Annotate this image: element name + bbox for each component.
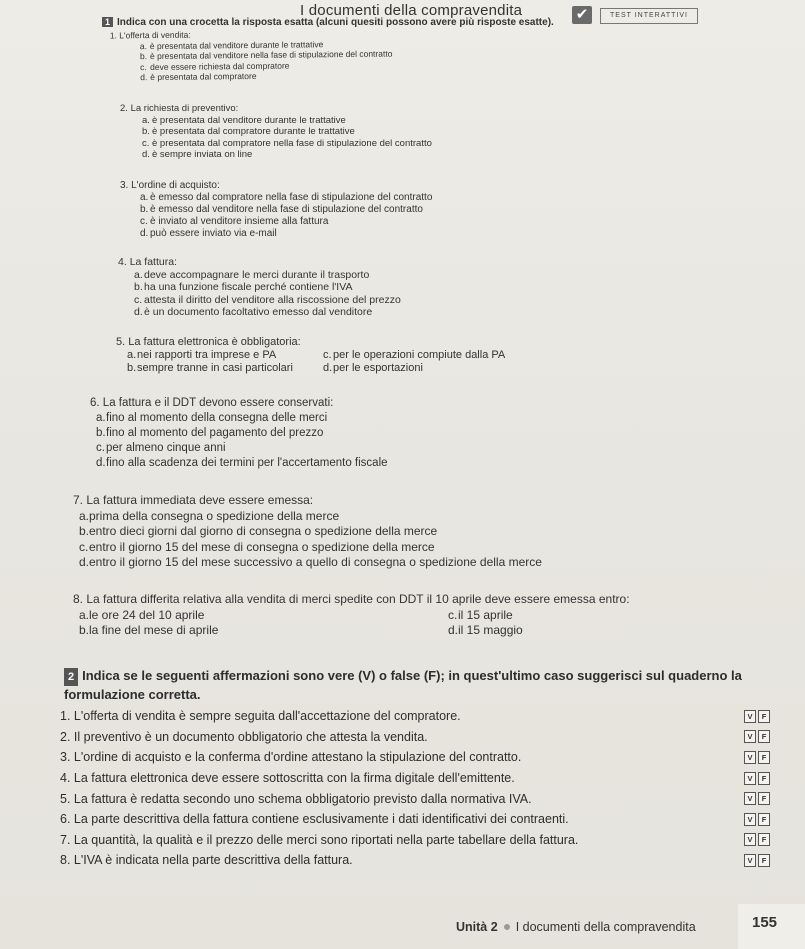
interactive-test-label: TEST INTERATTIVI [600, 8, 698, 24]
question-number: 5. [116, 336, 126, 348]
option-b[interactable]: b. è presentata dal venditore nella fase di stipulazione del contratto [139, 48, 393, 62]
true-checkbox[interactable]: V [744, 854, 756, 867]
question-number: 4. [118, 256, 127, 268]
question-stem: La richiesta di preventivo: [130, 103, 239, 114]
false-checkbox[interactable]: F [758, 710, 770, 723]
option-d[interactable]: d.entro il giorno 15 del mese successivo a quello di consegna o spedizione della merce [79, 555, 542, 569]
false-checkbox[interactable]: F [758, 772, 770, 785]
true-false-list [60, 706, 780, 871]
option-c[interactable]: c. deve essere richiesta dal compratore [140, 60, 290, 72]
option-c[interactable]: c. attesta il diritto del venditore alla riscossione del prezzo [134, 293, 401, 306]
false-checkbox[interactable]: F [758, 854, 770, 867]
chapter-title: I documenti della compravendita [515, 920, 696, 934]
option-d[interactable]: d.è un documento facoltativo emesso dal venditore [134, 306, 373, 318]
true-checkbox[interactable]: V [744, 792, 756, 805]
option-a[interactable]: a.prima della consegna o spedizione della merce [79, 508, 340, 523]
option-a[interactable]: a.fino al momento della consegna delle merci [96, 412, 328, 424]
section2-instruction-text: Indica se le seguenti affermazioni sono vere (V) o false (F); in quest'ultimo caso suggerisci sul quaderno la formulazione corretta. [64, 668, 742, 702]
option-d[interactable]: d.fino alla scadenza dei termini per l'accertamento fiscale [96, 457, 388, 469]
option-c[interactable]: c.per le operazioni compiute dalla PA [323, 349, 506, 361]
question-stem: La fattura e il DDT devono essere conservati: [102, 397, 334, 409]
true-checkbox[interactable]: V [744, 751, 756, 764]
option-d[interactable]: d. è sempre inviata on line [142, 149, 253, 160]
question-4 [118, 256, 401, 319]
section1-badge: 1 [102, 17, 113, 27]
question-number: 8. [73, 592, 84, 606]
question-2 [120, 103, 432, 161]
option-d[interactable]: d.il 15 maggio [448, 623, 523, 637]
option-a[interactable]: a. è emesso dal compratore nella fase di stipulazione del contratto [140, 192, 433, 203]
question-5 [116, 336, 508, 375]
option-c[interactable]: c.entro il giorno 15 del mese di consegna o spedizione della merce [79, 539, 435, 554]
question-7 [73, 493, 542, 571]
option-d[interactable]: d. è presentata dal compratore [140, 70, 257, 83]
header-title: I documenti della compravendita [300, 2, 523, 19]
question-stem: La fattura differita relativa alla vendita di merci spedite con DDT il 10 aprile deve essere emessa entro: [86, 592, 630, 606]
option-a[interactable]: a. è presentata dal venditore durante le trattative [139, 38, 324, 51]
question-6 [90, 396, 388, 471]
question-1 [110, 28, 393, 83]
statement-3: 3. L'ordine di acquisto e la conferma d'ordine attestano la stipulazione del contratto. V F [60, 747, 780, 768]
option-a[interactable]: a.deve accompagnare le merci durante il trasporto [134, 268, 370, 281]
statement-1: 1. L'offerta di vendita è sempre seguita dall'accettazione del compratore. V F [60, 706, 780, 727]
option-b[interactable]: b.entro dieci giorni dal giorno di consegna o spedizione della merce [79, 524, 438, 538]
option-a[interactable]: a. è presentata dal venditore durante le trattative [142, 114, 346, 126]
false-checkbox[interactable]: F [758, 813, 770, 826]
question-number: 2. [120, 103, 128, 114]
question-number: 6. [90, 397, 100, 409]
question-number: 3. [120, 180, 129, 191]
question-8 [73, 592, 805, 639]
page-number: 155 [752, 914, 778, 931]
statement-5: 5. La fattura è redatta secondo uno schema obbligatorio previsto dalla normativa IVA. V F [60, 788, 780, 809]
check-icon: ✔ [572, 6, 592, 24]
option-a[interactable]: a.nei rapporti tra imprese e PA [127, 349, 277, 361]
option-c[interactable]: c. è presentata dal compratore nella fase di stipulazione del contratto [142, 137, 432, 149]
option-c[interactable]: c.per almeno cinque anni [96, 442, 226, 454]
option-b[interactable]: b. è presentata dal compratore durante le trattative [142, 126, 355, 137]
section2-instruction [64, 667, 744, 704]
statement-4: 4. La fattura elettronica deve essere sottoscritta con la firma digitale dell'emittente. V F [60, 768, 780, 789]
unit-label: Unità 2 [456, 920, 498, 934]
false-checkbox[interactable]: F [758, 833, 770, 846]
option-c[interactable]: c.il 15 aprile [448, 607, 513, 622]
statement-2: 2. Il preventivo è un documento obbligatorio che attesta la vendita. V F [60, 727, 780, 748]
option-c[interactable]: c. è inviato al venditore insieme alla fattura [140, 216, 329, 227]
false-checkbox[interactable]: F [758, 730, 770, 743]
true-checkbox[interactable]: V [744, 772, 756, 785]
page-footer [456, 920, 696, 934]
statement-6: 6. La parte descrittiva della fattura contiene esclusivamente i dati identificativi dei contraenti. V F [60, 809, 780, 830]
option-b[interactable]: b. è emesso dal venditore nella fase di stipulazione del contratto [140, 204, 423, 215]
question-3 [120, 180, 432, 240]
true-checkbox[interactable]: V [744, 833, 756, 846]
section1-instruction [102, 17, 554, 28]
statement-7: 7. La quantità, la qualità e il prezzo delle merci sono riportati nella parte tabellare della fattura. V F [60, 830, 780, 851]
option-b[interactable]: b.sempre tranne in casi particolari [127, 362, 293, 374]
option-b[interactable]: b.la fine del mese di aprile [79, 623, 219, 637]
question-number: 7. [73, 493, 84, 507]
option-d[interactable]: d. può essere inviato via e-mail [140, 228, 277, 239]
statement-8: 8. L'IVA è indicata nella parte descrittiva della fattura. V F [60, 850, 780, 871]
option-b[interactable]: b.ha una funzione fiscale perché contiene l'IVA [134, 281, 353, 293]
question-stem: La fattura: [129, 256, 177, 268]
question-stem: L'offerta di vendita: [119, 29, 191, 41]
question-stem: L'ordine di acquisto: [131, 180, 220, 191]
bullet-dot-icon [504, 924, 510, 930]
question-stem: La fattura immediata deve essere emessa: [86, 493, 314, 507]
question-stem: La fattura elettronica è obbligatoria: [128, 336, 301, 348]
true-checkbox[interactable]: V [744, 730, 756, 743]
option-b[interactable]: b.fino al momento del pagamento del prezzo [96, 427, 324, 439]
false-checkbox[interactable]: F [758, 751, 770, 764]
true-checkbox[interactable]: V [744, 813, 756, 826]
question-number: 1. [109, 30, 117, 41]
section2-badge: 2 [64, 668, 78, 686]
option-d[interactable]: d.per le esportazioni [323, 362, 423, 374]
true-checkbox[interactable]: V [744, 710, 756, 723]
section1-instruction-text: Indica con una crocetta la risposta esatta (alcuni quesiti possono avere più risposte esatte). [117, 17, 554, 28]
false-checkbox[interactable]: F [758, 792, 770, 805]
option-a[interactable]: a.le ore 24 del 10 aprile [79, 607, 205, 622]
